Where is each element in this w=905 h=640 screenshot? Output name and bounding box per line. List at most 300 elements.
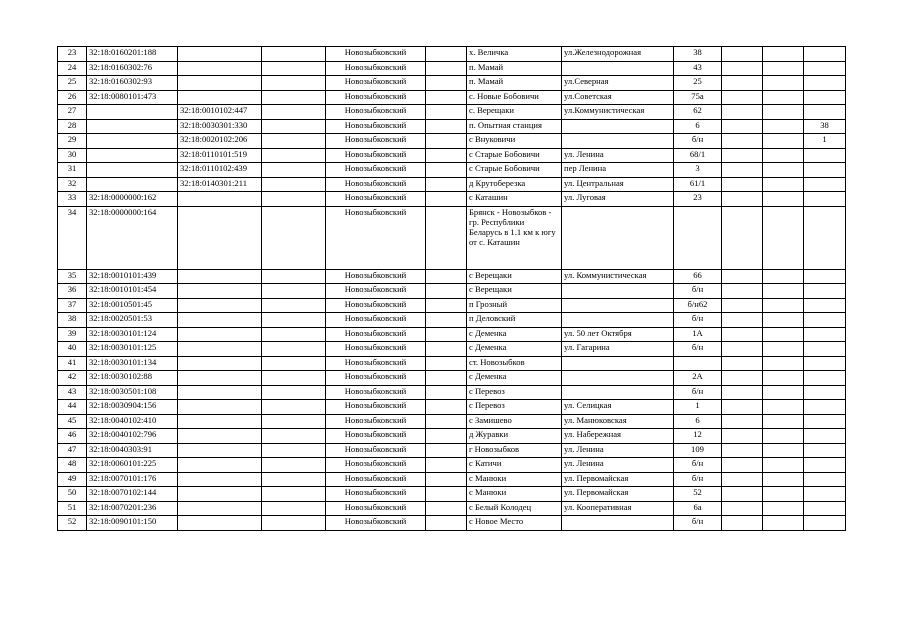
extra-value-2 — [763, 163, 804, 178]
cadastral-number-primary: 32:18:0030101:125 — [87, 342, 178, 357]
street-name: ул. Набережная — [562, 429, 674, 444]
cadastral-number-primary — [87, 148, 178, 163]
cadastral-number-primary: 32:18:0160201:188 — [87, 47, 178, 62]
street-name — [562, 356, 674, 371]
locality-name: с Перевоз — [467, 385, 562, 400]
cadastral-number-secondary — [178, 371, 262, 386]
cadastral-number-primary — [87, 177, 178, 192]
district-name: Новозыбковский — [326, 356, 426, 371]
extra-value-3 — [804, 76, 846, 91]
empty-cell — [262, 134, 326, 149]
cadastral-number-primary: 32:18:0030102:88 — [87, 371, 178, 386]
house-number — [674, 206, 722, 269]
locality-name: д Крутоберезка — [467, 177, 562, 192]
extra-value-3 — [804, 269, 846, 284]
empty-cell — [426, 192, 467, 207]
district-name: Новозыбковский — [326, 192, 426, 207]
row-number: 23 — [58, 47, 87, 62]
locality-name: п Деловский — [467, 313, 562, 328]
house-number: 6 — [674, 119, 722, 134]
table-row — [58, 516, 846, 531]
extra-value-2 — [763, 385, 804, 400]
house-number: б/н — [674, 458, 722, 473]
cadastral-number-primary: 32:18:0060101:225 — [87, 458, 178, 473]
street-name: ул.Северная — [562, 76, 674, 91]
empty-cell — [262, 47, 326, 62]
cadastral-number-primary: 32:18:0040102:410 — [87, 414, 178, 429]
extra-value-1 — [722, 414, 763, 429]
district-name: Новозыбковский — [326, 429, 426, 444]
empty-cell — [426, 385, 467, 400]
row-number: 42 — [58, 371, 87, 386]
cadastral-number-secondary — [178, 61, 262, 76]
extra-value-2 — [763, 327, 804, 342]
cadastral-number-primary: 32:18:0040303:91 — [87, 443, 178, 458]
house-number: 66 — [674, 269, 722, 284]
table-row — [58, 487, 846, 502]
empty-cell — [262, 414, 326, 429]
street-name: ул. Манюковская — [562, 414, 674, 429]
empty-cell — [262, 284, 326, 299]
row-number: 50 — [58, 487, 87, 502]
row-number: 37 — [58, 298, 87, 313]
house-number: 61/1 — [674, 177, 722, 192]
empty-cell — [262, 429, 326, 444]
street-name — [562, 371, 674, 386]
cadastral-number-primary: 32:18:0070201:236 — [87, 501, 178, 516]
table-row — [58, 400, 846, 415]
extra-value-1 — [722, 119, 763, 134]
registry-table — [57, 46, 846, 531]
cadastral-number-primary: 32:18:0000000:162 — [87, 192, 178, 207]
extra-value-3 — [804, 371, 846, 386]
cadastral-number-secondary: 32:18:0140301:211 — [178, 177, 262, 192]
locality-name: с Белый Колодец — [467, 501, 562, 516]
cadastral-number-secondary: 32:18:0030301:330 — [178, 119, 262, 134]
extra-value-3 — [804, 192, 846, 207]
street-name: ул. Ленина — [562, 148, 674, 163]
district-name: Новозыбковский — [326, 501, 426, 516]
row-number: 46 — [58, 429, 87, 444]
empty-cell — [262, 163, 326, 178]
extra-value-1 — [722, 313, 763, 328]
cadastral-number-primary: 32:18:0160302:76 — [87, 61, 178, 76]
extra-value-1 — [722, 356, 763, 371]
row-number: 35 — [58, 269, 87, 284]
extra-value-1 — [722, 342, 763, 357]
district-name: Новозыбковский — [326, 487, 426, 502]
cadastral-number-primary — [87, 105, 178, 120]
row-number: 40 — [58, 342, 87, 357]
street-name — [562, 516, 674, 531]
locality-name: х. Величка — [467, 47, 562, 62]
cadastral-number-primary: 32:18:0070101:176 — [87, 472, 178, 487]
empty-cell — [262, 385, 326, 400]
extra-value-1 — [722, 472, 763, 487]
locality-name: с Старые Бобовичи — [467, 148, 562, 163]
street-name: ул.Коммунистическая — [562, 105, 674, 120]
locality-name: с Манюки — [467, 487, 562, 502]
extra-value-3: 1 — [804, 134, 846, 149]
row-number: 25 — [58, 76, 87, 91]
district-name: Новозыбковский — [326, 371, 426, 386]
extra-value-2 — [763, 342, 804, 357]
cadastral-number-secondary — [178, 458, 262, 473]
empty-cell — [426, 105, 467, 120]
house-number: б/н — [674, 472, 722, 487]
row-number: 34 — [58, 206, 87, 269]
row-number: 48 — [58, 458, 87, 473]
extra-value-3 — [804, 206, 846, 269]
extra-value-2 — [763, 105, 804, 120]
table-row — [58, 61, 846, 76]
locality-name: с Новое Место — [467, 516, 562, 531]
cadastral-number-secondary — [178, 443, 262, 458]
row-number: 32 — [58, 177, 87, 192]
empty-cell — [426, 516, 467, 531]
cadastral-number-secondary — [178, 76, 262, 91]
table-row — [58, 414, 846, 429]
locality-name: с Катичи — [467, 458, 562, 473]
house-number: 6 — [674, 414, 722, 429]
locality-name: с Старые Бобовичи — [467, 163, 562, 178]
house-number: 68/1 — [674, 148, 722, 163]
house-number: 12 — [674, 429, 722, 444]
extra-value-3 — [804, 472, 846, 487]
row-number: 38 — [58, 313, 87, 328]
cadastral-number-secondary — [178, 327, 262, 342]
cadastral-number-secondary — [178, 414, 262, 429]
cadastral-number-primary: 32:18:0080101:473 — [87, 90, 178, 105]
house-number: 52 — [674, 487, 722, 502]
street-name — [562, 119, 674, 134]
district-name: Новозыбковский — [326, 342, 426, 357]
empty-cell — [262, 119, 326, 134]
empty-cell — [426, 47, 467, 62]
locality-name: с Верещаки — [467, 269, 562, 284]
street-name: ул. Луговая — [562, 192, 674, 207]
extra-value-1 — [722, 163, 763, 178]
empty-cell — [426, 371, 467, 386]
empty-cell — [262, 501, 326, 516]
empty-cell — [426, 429, 467, 444]
house-number — [674, 356, 722, 371]
house-number: б/н — [674, 516, 722, 531]
extra-value-1 — [722, 516, 763, 531]
locality-name: п. Мамай — [467, 61, 562, 76]
empty-cell — [262, 371, 326, 386]
table-row — [58, 284, 846, 299]
table-row — [58, 327, 846, 342]
extra-value-2 — [763, 134, 804, 149]
extra-value-1 — [722, 429, 763, 444]
house-number: 43 — [674, 61, 722, 76]
extra-value-2 — [763, 177, 804, 192]
extra-value-1 — [722, 298, 763, 313]
row-number: 49 — [58, 472, 87, 487]
extra-value-3 — [804, 487, 846, 502]
district-name: Новозыбковский — [326, 163, 426, 178]
extra-value-1 — [722, 327, 763, 342]
empty-cell — [426, 487, 467, 502]
house-number: б/н — [674, 385, 722, 400]
empty-cell — [262, 61, 326, 76]
extra-value-3 — [804, 105, 846, 120]
cadastral-number-primary: 32:18:0040102:796 — [87, 429, 178, 444]
empty-cell — [262, 76, 326, 91]
extra-value-3 — [804, 61, 846, 76]
extra-value-3 — [804, 356, 846, 371]
table-row — [58, 356, 846, 371]
cadastral-number-secondary: 32:18:0110101:519 — [178, 148, 262, 163]
extra-value-2 — [763, 371, 804, 386]
row-number: 45 — [58, 414, 87, 429]
extra-value-2 — [763, 148, 804, 163]
house-number: 109 — [674, 443, 722, 458]
street-name: ул. Гагарина — [562, 342, 674, 357]
empty-cell — [262, 458, 326, 473]
locality-name: г Новозыбков — [467, 443, 562, 458]
house-number: 3 — [674, 163, 722, 178]
extra-value-1 — [722, 76, 763, 91]
locality-name: с Внуковичи — [467, 134, 562, 149]
street-name — [562, 385, 674, 400]
table-row — [58, 458, 846, 473]
extra-value-2 — [763, 76, 804, 91]
extra-value-2 — [763, 298, 804, 313]
row-number: 31 — [58, 163, 87, 178]
empty-cell — [426, 206, 467, 269]
extra-value-2 — [763, 487, 804, 502]
extra-value-3 — [804, 429, 846, 444]
empty-cell — [262, 298, 326, 313]
cadastral-number-secondary — [178, 342, 262, 357]
empty-cell — [426, 443, 467, 458]
extra-value-2 — [763, 400, 804, 415]
street-name: ул. Центральная — [562, 177, 674, 192]
locality-name: п. Опытная станция — [467, 119, 562, 134]
extra-value-3: 38 — [804, 119, 846, 134]
locality-name: Брянск - Новозыбков - гр. Республики Беларусь в 1.1 км к югу от с. Каташин — [467, 206, 562, 269]
row-number: 28 — [58, 119, 87, 134]
street-name: ул. Первомайская — [562, 487, 674, 502]
empty-cell — [262, 105, 326, 120]
row-number: 47 — [58, 443, 87, 458]
extra-value-3 — [804, 163, 846, 178]
cadastral-number-secondary — [178, 269, 262, 284]
extra-value-1 — [722, 487, 763, 502]
district-name: Новозыбковский — [326, 472, 426, 487]
house-number: 23 — [674, 192, 722, 207]
cadastral-number-secondary — [178, 90, 262, 105]
empty-cell — [426, 163, 467, 178]
registry-rows — [58, 47, 846, 531]
cadastral-number-primary: 32:18:0030904:156 — [87, 400, 178, 415]
extra-value-1 — [722, 371, 763, 386]
district-name: Новозыбковский — [326, 269, 426, 284]
empty-cell — [426, 458, 467, 473]
district-name: Новозыбковский — [326, 414, 426, 429]
street-name — [562, 134, 674, 149]
extra-value-1 — [722, 284, 763, 299]
street-name: ул. Ленина — [562, 458, 674, 473]
extra-value-2 — [763, 501, 804, 516]
locality-name: с Манюки — [467, 472, 562, 487]
cadastral-number-secondary — [178, 385, 262, 400]
row-number: 29 — [58, 134, 87, 149]
street-name: ул. 50 лет Октября — [562, 327, 674, 342]
locality-name: д Журавки — [467, 429, 562, 444]
empty-cell — [262, 177, 326, 192]
empty-cell — [426, 119, 467, 134]
cadastral-number-primary: 32:18:0000000:164 — [87, 206, 178, 269]
empty-cell — [426, 327, 467, 342]
locality-name: с Деменка — [467, 327, 562, 342]
cadastral-number-primary: 32:18:0010101:439 — [87, 269, 178, 284]
empty-cell — [426, 148, 467, 163]
district-name: Новозыбковский — [326, 134, 426, 149]
house-number: 1А — [674, 327, 722, 342]
table-row — [58, 47, 846, 62]
street-name: ул.Железнодорожная — [562, 47, 674, 62]
street-name: ул. Селицкая — [562, 400, 674, 415]
extra-value-1 — [722, 177, 763, 192]
cadastral-number-secondary — [178, 472, 262, 487]
cadastral-number-primary: 32:18:0010101:454 — [87, 284, 178, 299]
extra-value-2 — [763, 356, 804, 371]
empty-cell — [262, 342, 326, 357]
street-name: ул. Ленина — [562, 443, 674, 458]
locality-name: с Каташин — [467, 192, 562, 207]
table-row — [58, 105, 846, 120]
district-name: Новозыбковский — [326, 177, 426, 192]
extra-value-3 — [804, 414, 846, 429]
extra-value-1 — [722, 134, 763, 149]
extra-value-2 — [763, 119, 804, 134]
extra-value-1 — [722, 385, 763, 400]
table-row — [58, 148, 846, 163]
locality-name: п Грозный — [467, 298, 562, 313]
extra-value-1 — [722, 206, 763, 269]
extra-value-1 — [722, 192, 763, 207]
cadastral-number-secondary — [178, 192, 262, 207]
house-number: 6а — [674, 501, 722, 516]
table-row — [58, 298, 846, 313]
cadastral-number-primary — [87, 134, 178, 149]
district-name: Новозыбковский — [326, 47, 426, 62]
cadastral-number-secondary — [178, 356, 262, 371]
extra-value-3 — [804, 327, 846, 342]
empty-cell — [426, 342, 467, 357]
table-row — [58, 342, 846, 357]
street-name: ул.Советская — [562, 90, 674, 105]
empty-cell — [426, 356, 467, 371]
cadastral-number-secondary — [178, 429, 262, 444]
cadastral-number-secondary — [178, 400, 262, 415]
extra-value-3 — [804, 298, 846, 313]
extra-value-2 — [763, 61, 804, 76]
table-row — [58, 472, 846, 487]
locality-name: ст. Новозыбков — [467, 356, 562, 371]
locality-name: с Замишево — [467, 414, 562, 429]
extra-value-3 — [804, 47, 846, 62]
empty-cell — [262, 148, 326, 163]
locality-name: с Перевоз — [467, 400, 562, 415]
row-number: 27 — [58, 105, 87, 120]
extra-value-2 — [763, 90, 804, 105]
empty-cell — [426, 501, 467, 516]
empty-cell — [426, 313, 467, 328]
cadastral-number-primary: 32:18:0030101:124 — [87, 327, 178, 342]
empty-cell — [262, 269, 326, 284]
street-name: ул. Первомайская — [562, 472, 674, 487]
row-number: 51 — [58, 501, 87, 516]
extra-value-1 — [722, 105, 763, 120]
extra-value-2 — [763, 192, 804, 207]
cadastral-number-secondary — [178, 206, 262, 269]
extra-value-3 — [804, 516, 846, 531]
street-name — [562, 298, 674, 313]
cadastral-number-primary: 32:18:0030501:108 — [87, 385, 178, 400]
empty-cell — [262, 206, 326, 269]
table-row — [58, 385, 846, 400]
row-number: 43 — [58, 385, 87, 400]
street-name — [562, 284, 674, 299]
table-row — [58, 134, 846, 149]
extra-value-3 — [804, 385, 846, 400]
district-name: Новозыбковский — [326, 458, 426, 473]
extra-value-3 — [804, 400, 846, 415]
house-number: 2А — [674, 371, 722, 386]
extra-value-2 — [763, 472, 804, 487]
extra-value-2 — [763, 429, 804, 444]
table-row — [58, 501, 846, 516]
cadastral-number-primary: 32:18:0010501:45 — [87, 298, 178, 313]
empty-cell — [426, 76, 467, 91]
extra-value-2 — [763, 443, 804, 458]
empty-cell — [262, 327, 326, 342]
extra-value-3 — [804, 342, 846, 357]
empty-cell — [426, 298, 467, 313]
table-row — [58, 269, 846, 284]
empty-cell — [426, 472, 467, 487]
house-number: б/н — [674, 342, 722, 357]
district-name: Новозыбковский — [326, 90, 426, 105]
cadastral-number-primary: 32:18:0030101:134 — [87, 356, 178, 371]
locality-name: с. Новые Бобовичи — [467, 90, 562, 105]
extra-value-3 — [804, 284, 846, 299]
table-row — [58, 313, 846, 328]
house-number: б/н — [674, 134, 722, 149]
extra-value-1 — [722, 400, 763, 415]
district-name: Новозыбковский — [326, 298, 426, 313]
cadastral-number-secondary — [178, 298, 262, 313]
row-number: 30 — [58, 148, 87, 163]
house-number: 1 — [674, 400, 722, 415]
extra-value-1 — [722, 501, 763, 516]
district-name: Новозыбковский — [326, 327, 426, 342]
empty-cell — [426, 90, 467, 105]
district-name: Новозыбковский — [326, 206, 426, 269]
extra-value-3 — [804, 458, 846, 473]
empty-cell — [262, 516, 326, 531]
cadastral-number-primary: 32:18:0070102:144 — [87, 487, 178, 502]
empty-cell — [426, 177, 467, 192]
table-row — [58, 443, 846, 458]
cadastral-number-secondary — [178, 501, 262, 516]
cadastral-number-secondary — [178, 313, 262, 328]
row-number: 44 — [58, 400, 87, 415]
